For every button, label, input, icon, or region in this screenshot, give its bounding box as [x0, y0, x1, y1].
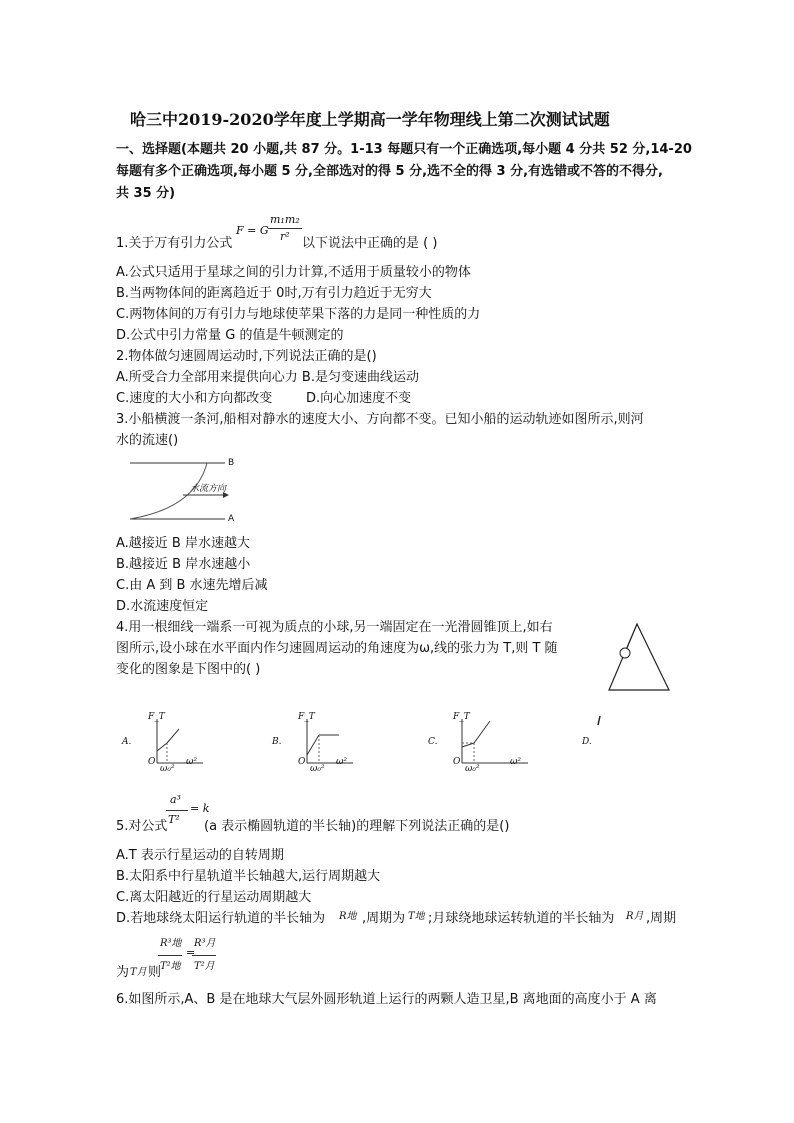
q5-option-d-text6: 则	[148, 965, 162, 980]
q5-option-d-text3: ;月球绕地球运转轨道的半长轴为	[428, 911, 615, 926]
q5-option-d-text1: D.若地球绕太阳运行轨道的半长轴为	[116, 911, 326, 926]
q2-options-ab: A.所受合力全部用来提供向心力 B.是匀变速曲线运动	[116, 370, 419, 385]
q4-graph-a-xaxis-label: ω²	[186, 757, 197, 767]
q1-option-d: D.公式中引力常量 G 的值是牛顿测定的	[116, 328, 344, 343]
q1-option-a: A.公式只适用于星球之间的引力计算,不适用于质量较小的物体	[116, 265, 471, 280]
q5-option-d-frac2-num: R³月	[194, 938, 216, 949]
q3-river-figure	[125, 458, 245, 528]
q4-graph-a-origin: O	[148, 757, 156, 767]
q4-graph-d-mark	[596, 716, 602, 726]
section-header-line3: 共 35 分)	[116, 186, 176, 201]
q3-option-a: A.越接近 B 岸水速越大	[116, 536, 250, 551]
q4-graph-b-yaxis-label: F_T	[298, 712, 315, 722]
q4-stem-line2: 图所示,设小球在水平面内作匀速圆周运动的角速度为ω,线的张力为 T,则 T 随	[116, 641, 558, 656]
q5-formula-equals-k: = k	[190, 802, 210, 815]
section-header-line1: 一、选择题(本题共 20 小题,共 87 分。1-13 每题只有一个正确选项,每小题 4 分共 52 分,14-20	[116, 142, 692, 157]
q3-option-b: B.越接近 B 岸水速越小	[116, 557, 251, 572]
q6-stem-line1: 6.如图所示,A、B 是在地球大气层外圆形轨道上运行的两颗人造卫星,B 离地面的高度小于 A 离	[116, 992, 657, 1007]
q4-graph-c-xaxis-label: ω²	[510, 757, 521, 767]
q5-option-d-frac2-bar	[192, 955, 216, 956]
q4-graph-b-origin: O	[298, 757, 306, 767]
q5-option-d-t-earth: T地	[408, 911, 425, 922]
q1-option-c: C.两物体间的万有引力与地球使苹果下落的力是同一种性质的力	[116, 307, 481, 322]
q4-graph-b-tick: ω₀²	[310, 764, 325, 774]
q2-stem: 2.物体做匀速圆周运动时,下列说法正确的是()	[116, 349, 377, 364]
q4-stem-line1: 4.用一根细线一端系一可视为质点的小球,另一端固定在一光滑圆锥顶上,如右	[116, 620, 553, 635]
q1-stem-end: 以下说法中正确的是 ( )	[302, 236, 438, 251]
q4-graph-c-label: C.	[428, 737, 438, 747]
q5-option-a: A.T 表示行星运动的自转周期	[116, 848, 284, 863]
q5-fraction-bar	[166, 810, 188, 811]
q1-formula-numerator: m₁m₂	[270, 213, 300, 226]
q5-formula-numerator: a³	[170, 793, 181, 806]
q4-stem-line3: 变化的图象是下图中的( )	[116, 662, 261, 677]
q4-graph-b-label: B.	[272, 737, 282, 747]
q1-formula-denominator: r²	[280, 230, 290, 243]
q4-cone-figure	[605, 620, 675, 695]
q5-option-b: B.太阳系中行星轨道半长轴越大,运行周期越大	[116, 869, 381, 884]
q1-option-b: B.当两物体间的距离趋近于 0时,万有引力趋近于无穷大	[116, 286, 432, 301]
q4-graph-a-tick: ω₀²	[160, 764, 175, 774]
q5-formula-denominator: T²	[168, 813, 180, 826]
q1-formula-F: F = G	[236, 224, 269, 237]
section-header-line2: 每题有多个正确选项,每小题 5 分,全部选对的得 5 分,选不全的得 3 分,有选错或不答的不得分,	[116, 164, 663, 179]
q5-option-d-frac2-den: T²月	[194, 961, 215, 972]
q5-stem-end: (a 表示椭圆轨道的半长轴)的理解下列说法正确的是()	[204, 819, 510, 834]
q4-graph-a-yaxis-label: F_T	[148, 712, 165, 722]
q5-option-d-text2: ,周期为	[362, 911, 406, 926]
q4-graph-d-label: D.	[582, 737, 592, 747]
q5-stem: 5.对公式	[116, 819, 168, 834]
q3-bank-b-label: B	[228, 458, 235, 468]
q5-option-d-r-earth: R地	[339, 911, 357, 922]
q4-graph-c-tick: ω₀²	[465, 764, 480, 774]
q3-option-d: D.水流速度恒定	[116, 599, 209, 614]
q5-option-d-frac1-num: R³地	[160, 938, 182, 949]
q5-option-d-frac1-bar	[158, 955, 182, 956]
q3-stem-line1: 3.小船横渡一条河,船相对静水的速度大小、方向都不变。已知小船的运动轨迹如图所示,则河	[116, 412, 644, 427]
q4-graph-c-origin: O	[453, 757, 461, 767]
q5-option-d-text5: 为	[116, 965, 130, 980]
q4-graph-a-label: A.	[122, 737, 132, 747]
q3-flow-direction-label: 水流方向	[190, 484, 227, 494]
q1-stem: 1.关于万有引力公式	[116, 236, 233, 251]
q3-option-c: C.由 A 到 B 水速先增后减	[116, 578, 268, 593]
page-title: 哈三中2019-2020学年度上学期高一学年物理线上第二次测试试题	[130, 110, 610, 129]
q4-graph-b-xaxis-label: ω²	[336, 757, 347, 767]
q3-bank-a-label: A	[228, 514, 235, 524]
q5-option-d-r-moon: R月	[626, 911, 644, 922]
q5-option-d-frac1-den: T²地	[160, 961, 181, 972]
q2-option-d: D.向心加速度不变	[306, 391, 412, 406]
q1-fraction-bar	[268, 228, 302, 229]
q4-graph-c-yaxis-label: F_T	[453, 712, 470, 722]
q5-option-d-t-moon: T月	[130, 967, 147, 978]
q5-option-d-text4: ,周期	[646, 911, 677, 926]
q5-option-d-equals: =	[186, 946, 196, 959]
q5-option-c: C.离太阳越近的行星运动周期越大	[116, 890, 312, 905]
q2-option-c: C.速度的大小和方向都改变	[116, 391, 273, 406]
q3-stem-line2: 水的流速()	[116, 433, 179, 448]
